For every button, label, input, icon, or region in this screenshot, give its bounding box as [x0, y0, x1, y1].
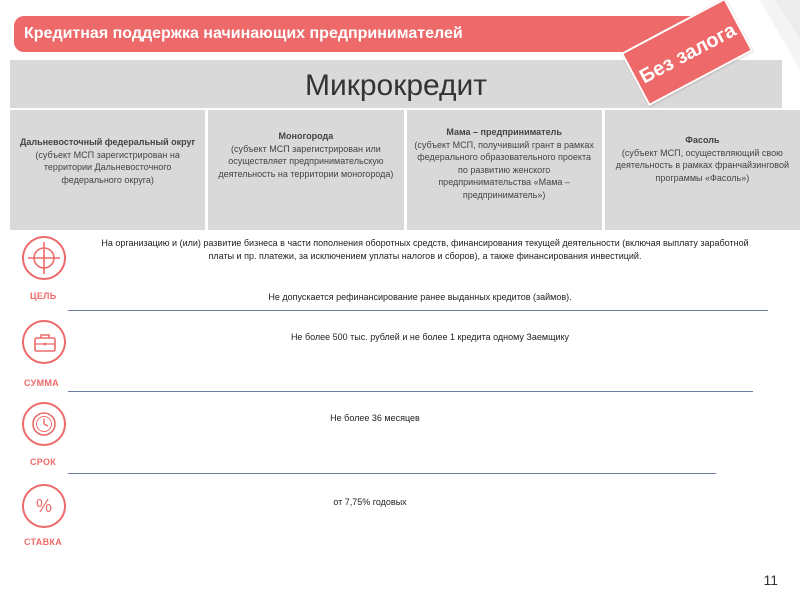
goal-text: На организацию и (или) развитие бизнеса в части пополнения оборотных средств, финансирования текущей деятельности (включая выплату заработной платы и пр. платежи, за исключением уплаты налогов и сборов), а также финансирования инвестиций.: [101, 238, 749, 261]
page-title: Кредитная поддержка начинающих предпринимателей: [14, 16, 726, 52]
clock-icon: [22, 402, 66, 446]
goal-label: ЦЕЛЬ: [30, 291, 57, 301]
row-divider: [68, 391, 753, 392]
category-desc: (субъект МСП зарегистрирован или осуществляет предпринимательскую деятельность на территории моногорода): [218, 143, 394, 179]
goal-restriction: Не допускается рефинансирование ранее выданных кредитов (займов).: [268, 292, 572, 302]
category-mom-entrepreneur: [407, 110, 602, 230]
category-desc: (субъект МСП, получивший грант в рамках федерального образовательного проекта по развитию женского предпринимательства «Мама – предприниматель»): [414, 139, 594, 200]
svg-text:%: %: [35, 496, 53, 516]
rate-label: СТАВКА: [24, 537, 62, 547]
target-icon: [22, 236, 66, 280]
row-divider: [68, 473, 716, 474]
category-far-east: [10, 110, 205, 230]
page-number: 11: [763, 572, 778, 588]
no-collateral-badge: Без залога: [621, 0, 753, 106]
category-name: Дальневосточный федеральный округ: [19, 137, 196, 147]
category-desc: (субъект МСП, осуществляющий свою деятельность в рамках франчайзинговой программы «Фасоль»): [615, 147, 789, 183]
category-fasol: [605, 110, 800, 230]
amount-text: Не более 500 тыс. рублей и не более 1 кредита одному Заемщику: [290, 332, 570, 342]
term-text: Не более 36 месяцев: [330, 413, 420, 423]
category-monotowns: [208, 110, 403, 230]
category-table: [10, 110, 800, 230]
row-divider: [68, 310, 768, 311]
amount-label: СУММА: [24, 378, 59, 388]
product-header: Микрокредит: [10, 60, 782, 108]
category-name: Фасоль: [685, 135, 720, 145]
category-name: Моногорода: [278, 131, 334, 141]
category-desc: (субъект МСП зарегистрирован на территории Дальневосточного федерального округа): [35, 149, 180, 185]
category-name: Мама – предприниматель: [446, 127, 562, 137]
rate-text: от 7,75% годовых: [333, 497, 407, 507]
briefcase-icon: [22, 320, 66, 364]
percent-icon: [22, 484, 66, 528]
term-label: СРОК: [30, 457, 57, 467]
